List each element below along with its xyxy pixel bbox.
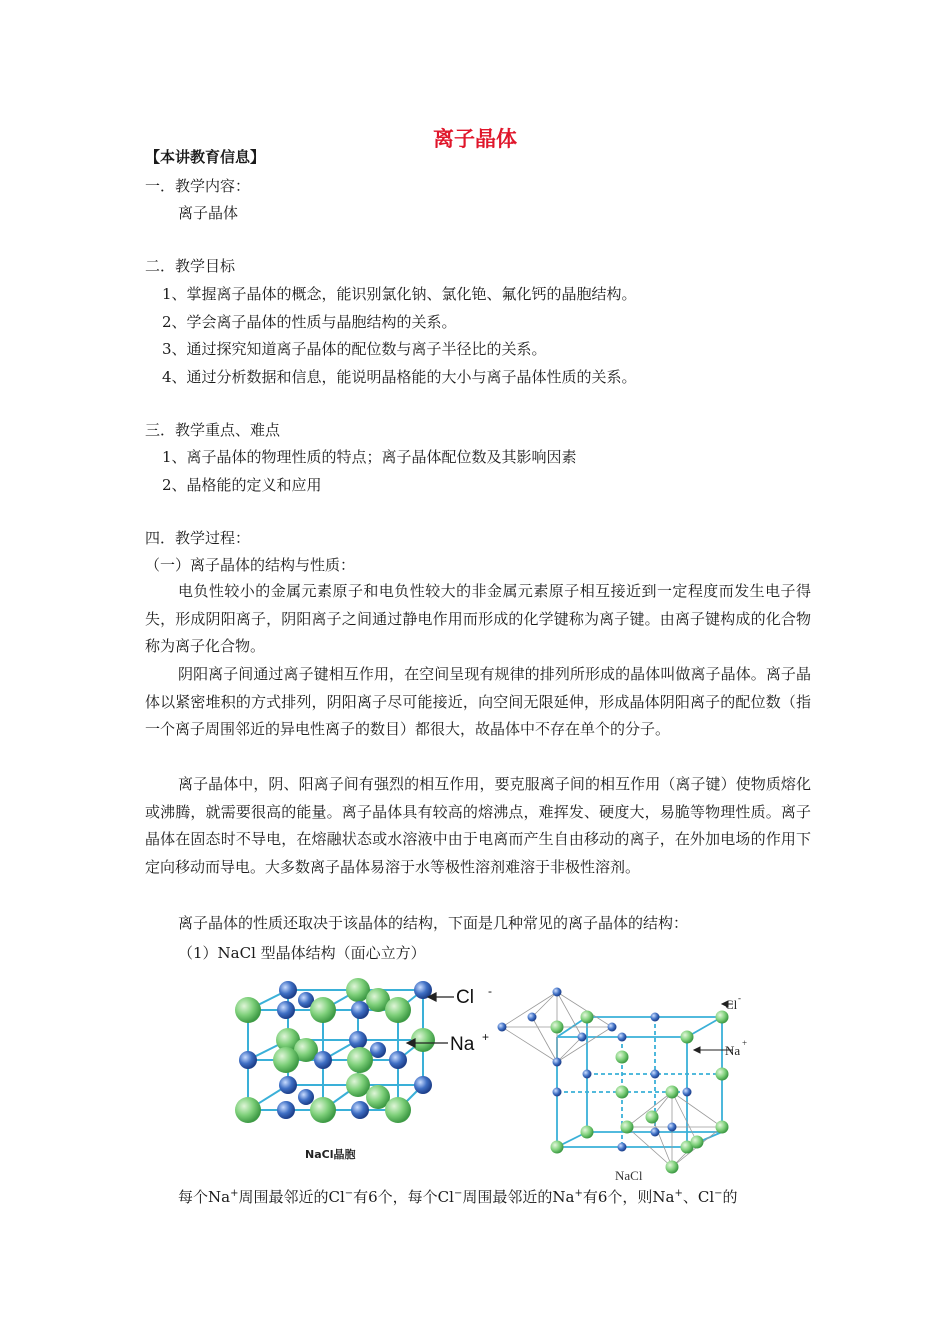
objective-item: 1、掌握离子晶体的概念，能识别氯化钠、氯化铯、氟化钙的晶胞结构。 xyxy=(162,285,637,303)
page-title: 离子晶体 xyxy=(433,127,517,151)
cl-label: Cl xyxy=(456,987,474,1008)
objective-item: 4、通过分析数据和信息，能说明晶格能的大小与离子晶体性质的关系。 xyxy=(162,368,637,386)
section-4-heading: 四．教学过程： xyxy=(145,529,251,547)
svg-text:+: + xyxy=(742,1038,748,1048)
header-tag: 【本讲教育信息】 xyxy=(145,148,266,166)
keypoint-item: 1、离子晶体的物理性质的特点；离子晶体配位数及其影响因素 xyxy=(162,448,577,466)
objective-item: 3、通过探究知道离子晶体的配位数与离子半径比的关系。 xyxy=(162,340,547,358)
nacl-octahedral-figure xyxy=(497,982,762,1187)
section-1-body: 离子晶体 xyxy=(178,204,239,222)
na-label: Na xyxy=(450,1034,475,1055)
nacl-structure-heading: （1）NaCl 型晶体结构（面心立方） xyxy=(178,944,426,962)
right-figure-caption: NaCl xyxy=(615,1168,643,1183)
svg-text:+: + xyxy=(482,1030,490,1044)
section-3-heading: 三．教学重点、难点 xyxy=(145,421,281,439)
paragraph-properties: 离子晶体中，阴、阳离子间有强烈的相互作用，要克服离子间的相互作用（离子键）使物质熔化或沸腾，就需要很高的能量。离子晶体具有较高的熔沸点，难挥发、硬度大，易脆等物理性质。离子晶体在固态时不导电，在熔融状态或水溶液中由于电离而产生自由移动的离子，在外加电场的作用下定向移动而导电。大多数离子晶体易溶于水等极性溶剂难溶于非极性溶剂。 xyxy=(145,775,811,876)
keypoint-item: 2、晶格能的定义和应用 xyxy=(162,476,322,494)
right-na-label: Na xyxy=(725,1043,741,1058)
objective-item: 2、学会离子晶体的性质与晶胞结构的关系。 xyxy=(162,313,457,331)
paragraph-ionic-bond: 电负性较小的金属元素原子和电负性较大的非金属元素原子相互接近到一定程度而发生电子得失，形成阴阳离子，阴阳离子之间通过静电作用而形成的化学键称为离子键。由离子键构成的化合物称为离子化合物。 xyxy=(145,582,811,656)
paragraph-structure-intro: 离子晶体的性质还取决于该晶体的结构，下面是几种常见的离子晶体的结构： xyxy=(178,914,689,932)
section-2-heading: 二．教学目标 xyxy=(145,257,236,275)
right-cl-label: Cl xyxy=(725,997,738,1012)
coordination-text: 每个Na+周围最邻近的Cl−有6个，每个Cl−周围最邻近的Na+有6个，则Na+、Cl−的 xyxy=(178,1188,738,1206)
svg-text:-: - xyxy=(488,984,492,998)
svg-text:-: - xyxy=(738,993,741,1003)
subsection-heading: （一）离子晶体的结构与性质： xyxy=(145,556,356,574)
paragraph-ionic-crystal: 阴阳离子间通过离子键相互作用，在空间呈现有规律的排列所形成的晶体叫做离子晶体。离子晶体以紧密堆积的方式排列，阴阳离子尽可能接近，向空间无限延伸，形成晶体阴阳离子的配位数（指一个离子周围邻近的异电性离子的数目）都很大，故晶体中不存在单个的分子。 xyxy=(145,665,811,739)
left-figure-caption: NaCl晶胞 xyxy=(305,1148,356,1161)
nacl-unit-cell-figure xyxy=(228,975,498,1170)
section-1-heading: 一．教学内容： xyxy=(145,177,251,195)
